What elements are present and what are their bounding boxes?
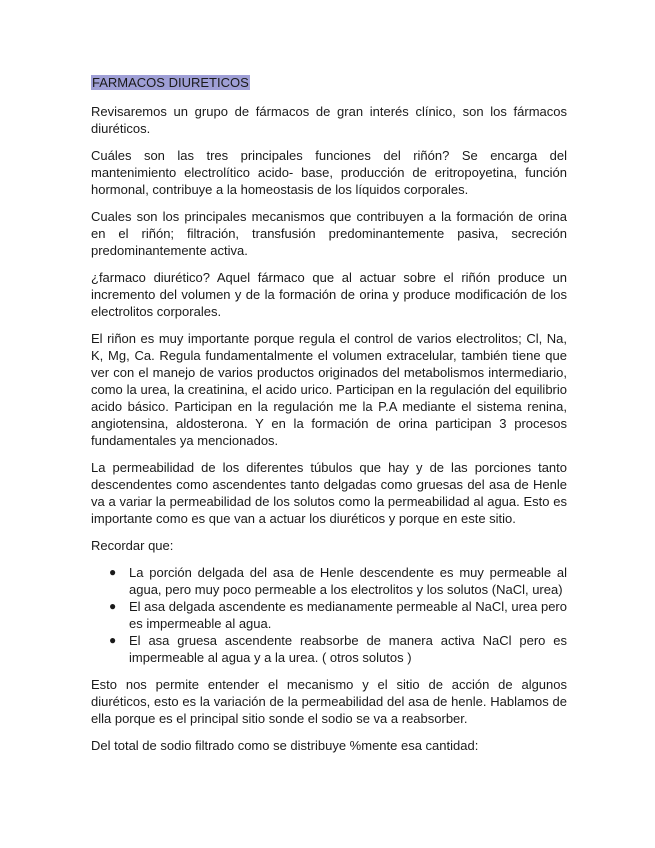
- paragraph-urine-mechanisms: Cuales son los principales mecanismos que contribuyen a la formación de orina en el riñón; filtración, transfusión predominantemente pasiva, secreción predominantemente activa.: [91, 209, 567, 258]
- list-item: [109, 598, 567, 632]
- paragraph-kidney-functions: Cuáles son las tres principales funciones del riñón? Se encarga del mantenimiento electrolítico acido- base, producción de eritropoyetina, función hormonal, contribuye a la homeostasis de los líquidos corporales.: [91, 148, 567, 197]
- paragraph-kidney-importance: El riñon es muy importante porque regula el control de varios electrolitos; Cl, Na, K, Mg, Ca. Regula fundamentalmente el volumen extracelular, también tiene que ver con el manejo de varios productos originados del metabolismos intermediario, como la urea, la creatinina, el acido urico. Participan en la regulación del equilibrio acido básico. Participan en la regulación me la P.A mediante el sistema renina, angiotensina, aldosterona. Y en la formación de orina participan 3 procesos fundamentales ya mencionados.: [91, 331, 567, 448]
- list-item-text: El asa gruesa ascendente reabsorbe de manera activa NaCl pero es impermeable al agua y a la urea. ( otros solutos ): [129, 633, 567, 665]
- document-title: FARMACOS DIURETICOS: [92, 75, 249, 90]
- paragraph-sodium-distribution: Del total de sodio filtrado como se distribuye %mente esa cantidad:: [91, 738, 479, 753]
- title-line: [91, 74, 567, 91]
- list-item: [109, 632, 567, 666]
- paragraph-tubule-permeability: La permeabilidad de los diferentes túbulos que hay y de las porciones tanto descendentes como ascendentes tanto delgadas como gruesas del asa de Henle va a variar la permeabilidad de los solutos como la permeabilidad al agua. Esto es importante como es que van a actuar los diuréticos y porque en este sitio.: [91, 460, 567, 526]
- paragraph-diuretic-definition: ¿farmaco diurético? Aquel fármaco que al actuar sobre el riñón produce un incremento del volumen y de la formación de orina y produce modificación de los electrolitos corporales.: [91, 270, 567, 319]
- list-item: [109, 564, 567, 598]
- bullet-icon: ●: [109, 633, 117, 647]
- bullet-icon: ●: [109, 599, 117, 613]
- paragraph-intro: Revisaremos un grupo de fármacos de gran interés clínico, son los fármacos diuréticos.: [91, 104, 567, 136]
- paragraph-mechanism: Esto nos permite entender el mecanismo y el sitio de acción de algunos diuréticos, esto es la variación de la permeabilidad del asa de henle. Hablamos de ella porque es el principal sitio sonde el sodio se va a reabsorber.: [91, 677, 567, 726]
- list-item-text: La porción delgada del asa de Henle descendente es muy permeable al agua, pero muy poco permeable a los electrolitos y los solutos (NaCl, urea): [129, 565, 567, 597]
- bullet-list: [91, 564, 567, 666]
- paragraph-remember: Recordar que:: [91, 538, 174, 553]
- bullet-icon: ●: [109, 565, 117, 579]
- list-item-text: El asa delgada ascendente es medianamente permeable al NaCl, urea pero es impermeable al agua.: [129, 599, 567, 631]
